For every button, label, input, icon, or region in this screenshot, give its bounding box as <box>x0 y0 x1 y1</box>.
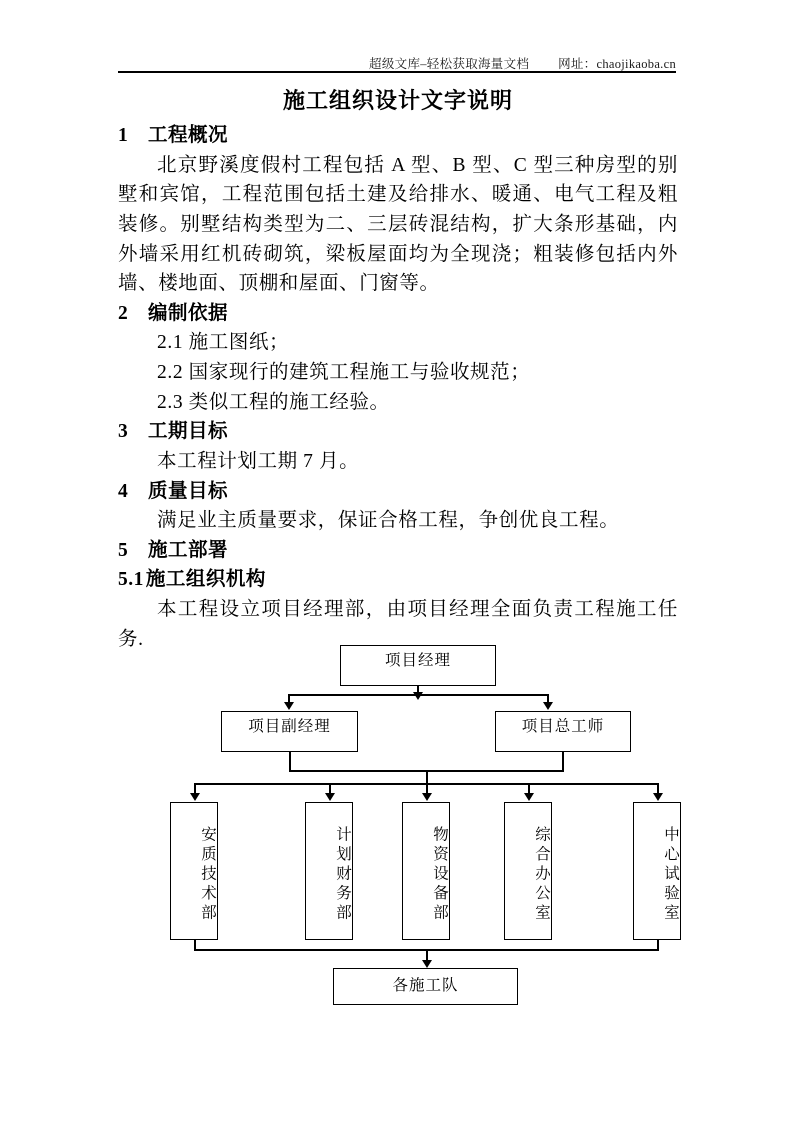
header-divider <box>118 71 676 73</box>
connector-level2-bar <box>288 694 548 696</box>
org-chart <box>0 640 793 1020</box>
arrow-dept-4 <box>524 793 534 801</box>
section-number-4: 4 <box>118 480 129 502</box>
section-title-5: 施工部署 <box>148 539 229 561</box>
org-node-department-5: 中心试验室 <box>633 802 681 940</box>
org-node-department-3: 物资设备部 <box>402 802 450 940</box>
org-node-project-manager: 项目经理 <box>340 645 496 686</box>
section-number-3: 3 <box>118 421 129 443</box>
section-heading-1 <box>118 121 678 151</box>
connector-merge-stem <box>426 770 428 784</box>
section-number-5: 5 <box>118 539 129 561</box>
org-node-department-2: 计划财务部 <box>305 802 353 940</box>
paragraph-organization: 本工程设立项目经理部，由项目经理全面负责工程施工任务. <box>118 599 678 650</box>
section-number-2: 2 <box>118 302 129 324</box>
org-node-department-4: 综合办公室 <box>504 802 552 940</box>
header-url: 网址：chaojikaoba.cn <box>558 57 676 71</box>
section-heading-5 <box>118 536 678 566</box>
page-header <box>118 54 676 72</box>
arrow-dept-1 <box>190 793 200 801</box>
section-heading-4 <box>118 477 678 507</box>
section-title-3: 工期目标 <box>148 421 229 443</box>
org-node-construction-teams: 各施工队 <box>333 968 518 1005</box>
section-title-5-1: 施工组织机构 <box>145 569 266 591</box>
document-body <box>118 84 678 654</box>
arrow-deputy-down <box>284 702 294 710</box>
paragraph-quality: 满足业主质量要求，保证合格工程，争创优良工程。 <box>157 510 620 532</box>
connector-deputy-stem <box>289 752 291 771</box>
paragraph-overview: 北京野溪度假村工程包括 A 型、B 型、C 型三种房型的别墅和宾馆，工程范围包括土建及给排水、暖通、电气工程及粗装修。别墅结构类型为二、三层砖混结构，扩大条形基础，内外墙采用红机砖砌筑，梁板屋面均为全现浇；粗装修包括内外墙、楼地面、顶棚和屋面、门窗等。 <box>118 154 678 295</box>
header-site-name: 超级文库–轻松获取海量文档 <box>369 57 530 71</box>
arrow-teams-down <box>422 960 432 968</box>
basis-item-2: 2.2 国家现行的建筑工程施工与验收规范； <box>157 362 531 383</box>
paragraph-duration: 本工程计划工期 7 月。 <box>157 450 360 472</box>
section-number-1: 1 <box>118 125 129 146</box>
org-node-department-1: 安质技术部 <box>170 802 218 940</box>
section-title-2: 编制依据 <box>148 302 229 324</box>
basis-item-1: 2.1 施工图纸； <box>157 332 290 354</box>
connector-chief-stem <box>562 752 564 771</box>
section-heading-2 <box>118 299 678 329</box>
page-title: 施工组织设计文字说明 <box>282 88 513 113</box>
basis-item-3: 2.3 类似工程的施工经验。 <box>157 391 390 413</box>
section-title-4: 质量目标 <box>148 480 229 502</box>
section-heading-5-1 <box>118 565 678 595</box>
org-node-chief-engineer: 项目总工师 <box>495 711 631 752</box>
arrow-dept-3 <box>422 793 432 801</box>
arrow-dept-2 <box>325 793 335 801</box>
section-title-1: 工程概况 <box>148 125 229 146</box>
arrow-dept-5 <box>653 793 663 801</box>
section-heading-3 <box>118 417 678 447</box>
section-number-5-1: 5.1 <box>118 569 144 591</box>
org-node-deputy-manager: 项目副经理 <box>221 711 358 752</box>
arrow-chief-down <box>543 702 553 710</box>
